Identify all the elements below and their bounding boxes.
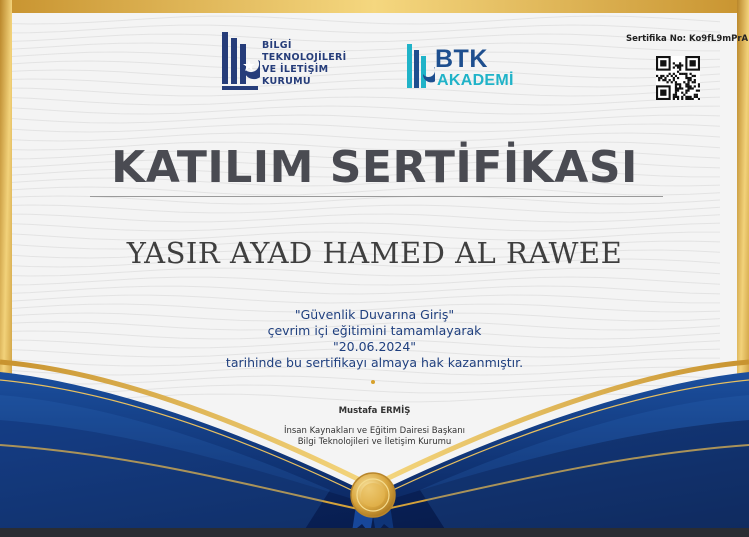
course-title: "Güvenlik Duvarına Giriş": [294, 307, 455, 322]
course-line: çevrim içi eğitimini tamamlayarak: [267, 323, 482, 338]
institution-line-4: KURUMU: [262, 76, 311, 87]
qr-code-icon: [656, 56, 700, 100]
academy-logo-line-1: BTK: [435, 45, 488, 73]
completion-date: "20.06.2024": [332, 339, 417, 354]
certificate-title: KATILIM SERTİFİKASI: [111, 142, 638, 193]
bottom-bar: [0, 528, 749, 537]
btk-institution-logo: [220, 30, 350, 94]
institution-line-3: VE İLETİŞİM: [262, 64, 329, 75]
gold-dot: [371, 380, 375, 384]
institution-line-1: BİLGİ: [262, 40, 292, 51]
institution-name: [262, 40, 347, 88]
signatory-name: Mustafa ERMİŞ: [338, 406, 411, 416]
academy-logo-line-2: AKADEMİ: [437, 72, 514, 89]
signatory-role-line-2: Bilgi Teknolojileri ve İletişim Kurumu: [297, 437, 452, 447]
institution-line-2: TEKNOLOJİLERİ: [262, 52, 347, 63]
certificate-number: Sertifika No: Ko9fL9mPrA: [626, 34, 749, 44]
btk-institution-logo-mark: [220, 30, 260, 92]
title-divider: [90, 196, 663, 197]
recipient-name: YASIR AYAD HAMED AL RAWEE: [126, 236, 623, 270]
btk-academy-logo: [405, 42, 530, 94]
btk-academy-logo-mark: [405, 42, 435, 92]
certificate-body: [0, 307, 749, 371]
closing-line: tarihinde bu sertifikayı almaya hak kazanmıştır.: [225, 355, 524, 370]
signatory-role: [0, 426, 749, 448]
signatory-role-line-1: İnsan Kaynakları ve Eğitim Dairesi Başkanı: [283, 426, 466, 436]
